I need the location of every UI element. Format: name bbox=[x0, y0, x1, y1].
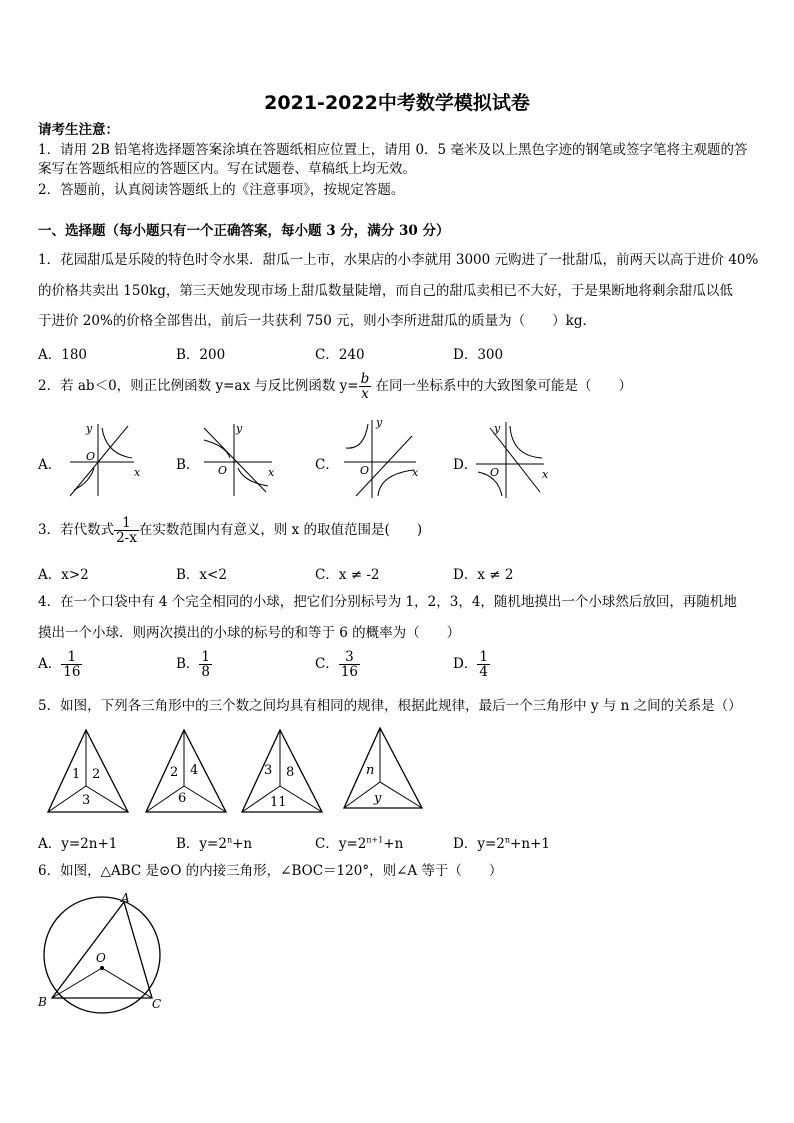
q3-stem bbox=[38, 516, 422, 545]
notice-line-1b: 案写在答题纸相应的答题区内。写在试题卷、草稿纸上均无效。 bbox=[38, 161, 416, 177]
q2-label-d: D． bbox=[453, 457, 478, 473]
q5-t3-right: 8 bbox=[286, 765, 295, 780]
q5-t2-right: 4 bbox=[190, 763, 199, 778]
q5-t1-right: 2 bbox=[92, 767, 101, 782]
q5-triangle-3 bbox=[238, 726, 328, 816]
notice-line-1a: 1．请用 2B 铅笔将选择题答案涂填在答题纸相应位置上，请用 0．5 毫米及以上黑色字迹的钢笔或签字笔将主观题的答 bbox=[38, 142, 748, 158]
q5-t4-left: n bbox=[366, 763, 375, 778]
q2-fraction bbox=[359, 372, 372, 401]
q4-option-b: B． $\frac{1}{8}$ bbox=[176, 649, 211, 680]
q3-option-a: A．x>2 bbox=[38, 567, 89, 583]
q5-option-c: C．$y=2^{n+1}+n$ bbox=[315, 835, 404, 852]
notice-line-2: 2．答题前，认真阅读答题纸上的《注意事项》，按规定答题。 bbox=[38, 182, 405, 198]
q3-frac-num: 1 bbox=[114, 516, 139, 531]
q2-stem-post: 在同一坐标系中的大致图象可能是（ ） bbox=[371, 378, 633, 394]
q5-t1-left: 1 bbox=[72, 767, 81, 782]
q2-graph-a bbox=[62, 418, 148, 500]
q6-point-b: B bbox=[38, 995, 47, 1009]
notice-heading: 请考生注意： bbox=[38, 122, 119, 138]
q5-option-b: B．$y=2^n+n$ bbox=[176, 835, 253, 852]
q6-circle-figure bbox=[34, 890, 168, 1016]
q2-frac-num: b bbox=[360, 371, 370, 387]
q3-option-b: B．x<2 bbox=[176, 567, 227, 583]
q5-t3-left: 3 bbox=[264, 763, 273, 778]
q2-graph-b bbox=[196, 418, 282, 500]
page-title: 2021-2022中考数学模拟试卷 bbox=[264, 92, 530, 114]
q1-line-2: 的价格共卖出 150kg，第三天她发现市场上甜瓜数量陡增，而自己的甜瓜卖相已不大好，于是果断地将剩余甜瓜以低 bbox=[38, 283, 733, 299]
q2-label-a: A． bbox=[38, 457, 62, 473]
q2-label-c: C． bbox=[315, 457, 339, 473]
q6-stem: 6．如图，△ABC 是⊙O 的内接三角形，∠BOC＝120°，则∠A 等于（ ） bbox=[38, 863, 503, 879]
q5-t2-left: 2 bbox=[170, 765, 179, 780]
q5-triangle-2 bbox=[142, 726, 232, 816]
q2a-o: O bbox=[86, 450, 96, 463]
q2-frac-den: x bbox=[361, 386, 369, 402]
q5-t2-bottom: 6 bbox=[178, 791, 187, 806]
q5-triangle-1 bbox=[44, 726, 134, 816]
q3-option-d: D．x ≠ 2 bbox=[453, 567, 514, 583]
q4-option-c: C． $\frac{3}{16}$ bbox=[315, 649, 359, 680]
q2b-x: x bbox=[268, 466, 275, 479]
q2c-o: O bbox=[360, 464, 370, 477]
q2-label-b: B． bbox=[176, 457, 200, 473]
q5-option-d: D．$y=2^n+n+1$ bbox=[453, 835, 550, 852]
q1-option-d: D．300 bbox=[453, 347, 504, 363]
q2c-y: y bbox=[376, 416, 383, 429]
q2b-y: y bbox=[236, 422, 243, 435]
q5-t3-bottom: 11 bbox=[270, 795, 287, 810]
q4-option-a: A． $\frac{1}{16}$ bbox=[38, 649, 81, 680]
q2-graph-c bbox=[336, 412, 426, 502]
q1-line-3: 于进价 20%的价格全部售出，前后一共获利 750 元，则小李所进甜瓜的质量为（ ）kg． bbox=[38, 313, 596, 329]
q2b-o: O bbox=[218, 464, 228, 477]
q5-option-a: A．y=2n+1 bbox=[38, 836, 118, 852]
q1-option-c: C．240 bbox=[315, 347, 365, 363]
q2d-o: O bbox=[490, 466, 500, 479]
q1-line-1: 1．花园甜瓜是乐陵的特色时令水果．甜瓜一上市，水果店的小李就用 3000 元购进了一批甜瓜，前两天以高于进价 40% bbox=[38, 252, 759, 268]
q3-stem-pre: 3．若代数式 bbox=[38, 522, 115, 538]
q6-point-a: A bbox=[121, 891, 130, 905]
q4-line-2: 摸出一个小球．则两次摸出的小球的标号的和等于 6 的概率为（ ） bbox=[38, 625, 461, 641]
q2-stem bbox=[38, 372, 632, 401]
q6-point-c: C bbox=[152, 997, 162, 1011]
q4-line-1: 4．在一个口袋中有 4 个完全相同的小球，把它们分别标号为 1，2，3，4，随机地摸出一个小球然后放回，再随机地 bbox=[38, 594, 737, 610]
q2c-x: x bbox=[412, 466, 419, 479]
q6-point-o: O bbox=[96, 951, 106, 965]
q5-stem: 5．如图，下列各三角形中的三个数之间均具有相同的规律，根据此规律，最后一个三角形中 y 与 n 之间的关系是（） bbox=[38, 698, 742, 714]
q5-t1-bottom: 3 bbox=[82, 793, 91, 808]
section-heading: 一、选择题（每小题只有一个正确答案，每小题 3 分，满分 30 分） bbox=[38, 223, 450, 239]
q4-option-d: D． $\frac{1}{4}$ bbox=[453, 649, 488, 680]
q3-option-c: C．x ≠ -2 bbox=[315, 567, 380, 583]
q3-stem-post: 在实数范围内有意义，则 x 的取值范围是( ) bbox=[138, 522, 423, 538]
q2a-y: y bbox=[86, 422, 93, 435]
q2-stem-pre: 2．若 ab＜0，则正比例函数 y=ax 与反比例函数 y= bbox=[38, 378, 359, 394]
q2d-x: x bbox=[542, 468, 549, 481]
q5-triangle-4 bbox=[340, 724, 430, 814]
q3-fraction bbox=[114, 516, 139, 545]
q1-option-a: A．180 bbox=[38, 347, 88, 363]
q3-frac-den: 2-x bbox=[116, 530, 137, 546]
q2a-x: x bbox=[134, 466, 141, 479]
q1-option-b: B．200 bbox=[176, 347, 226, 363]
q2-graph-d bbox=[470, 418, 556, 500]
q5-t4-bottom: y bbox=[374, 791, 382, 806]
q2d-y: y bbox=[494, 422, 501, 435]
